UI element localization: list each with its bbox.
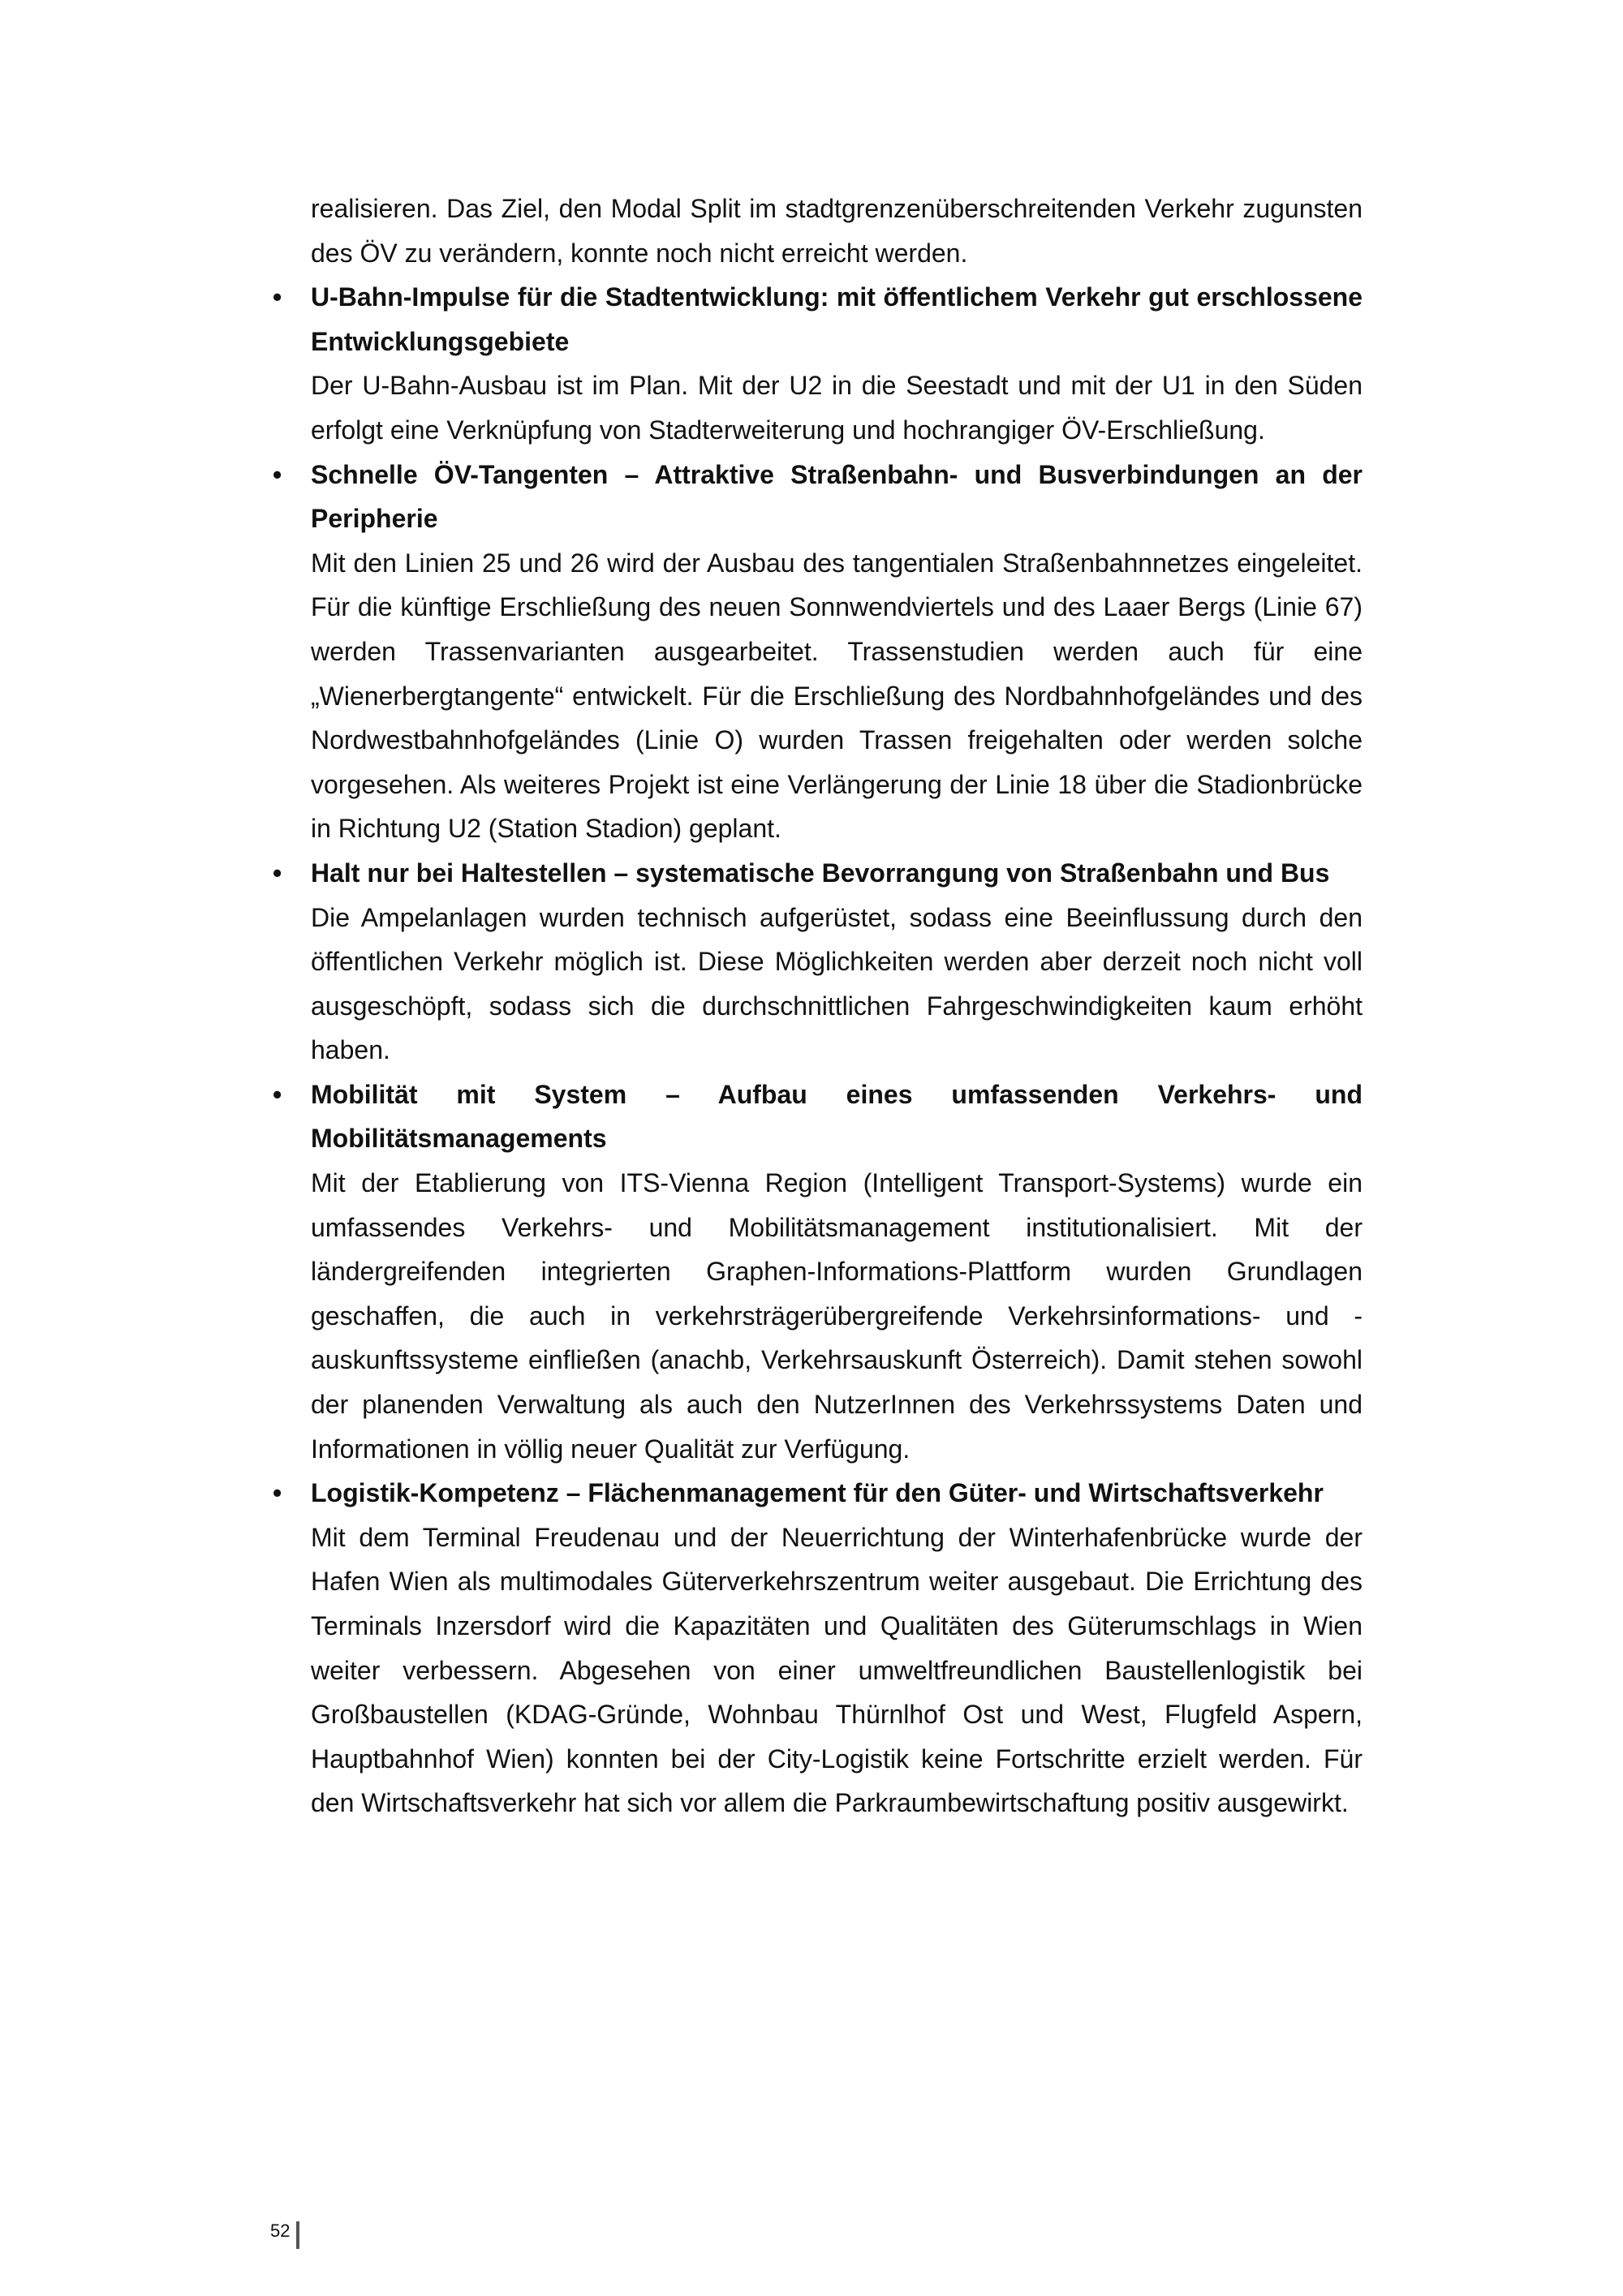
bullet-body: Mit der Etablierung von ITS-Vienna Region (Intelligent Transport-Systems) wurde ein umfassendes Verkehrs- und Mobilitätsmanagement institutionalisiert. Mit der ländergreifenden integrierten Graphen-Informations-Plattform wurden Grundlagen geschaffen, die auch in verkehrsträgerübergreifende Verkehrsinformations- und -auskunftssysteme einfließen (anachb, Verkehrsauskunft Österreich). Damit stehen sowohl der planenden Verwaltung als auch den NutzerInnen des Verkehrssystems Daten und Informationen in völlig neuer Qualität zur Verfügung. (311, 1168, 1363, 1464)
bullet-item-haltestellen (273, 851, 1363, 1073)
intro-paragraph: realisieren. Das Ziel, den Modal Split im stadtgrenzenüberschreitenden Verkehr zugunsten des ÖV zu verändern, konnte noch nicht erreicht werden. (311, 194, 1363, 268)
bullet-heading: Mobilität mit System – Aufbau eines umfassenden Verkehrs- und Mobilitätsmanagements (311, 1079, 1363, 1154)
bullet-item-u-bahn (273, 275, 1363, 452)
bullet-body: Die Ampelanlagen wurden technisch aufgerüstet, sodass eine Beeinflussung durch den öffentlichen Verkehr möglich ist. Diese Möglichkeiten werden aber derzeit noch nicht voll ausgeschöpft, sodass sich die durchschnittlichen Fahrgeschwindigkeiten kaum erhöht haben. (311, 902, 1363, 1065)
bullet-item-mobilitaet (273, 1073, 1363, 1471)
bullet-item-oev-tangenten (273, 453, 1363, 851)
bullet-icon: • (273, 282, 282, 312)
bullet-heading: Logistik-Kompetenz – Flächenmanagement für den Güter- und Wirtschaftsverkehr (311, 1478, 1324, 1508)
bullet-heading: U-Bahn-Impulse für die Stadtentwicklung: mit öffentlichem Verkehr gut erschlossene Entwicklungsgebiete (311, 282, 1363, 356)
bullet-body: Mit dem Terminal Freudenau und der Neuerrichtung der Winterhafenbrücke wurde der Hafen Wien als multimodales Güterverkehrszentrum weiter ausgebaut. Die Errichtung des Terminals Inzersdorf wird die Kapazitäten und Qualitäten des Güterumschlags in Wien weiter verbessern. Abgesehen von einer umweltfreundlichen Baustellenlogistik bei Großbaustellen (KDAG-Gründe, Wohnbau Thürnlhof Ost und West, Flugfeld Aspern, Hauptbahnhof Wien) konnten bei der City-Logistik keine Fortschritte erzielt werden. Für den Wirtschaftsverkehr hat sich vor allem die Parkraumbewirtschaftung positiv ausgewirkt. (311, 1522, 1363, 1818)
bullet-body: Mit den Linien 25 und 26 wird der Ausbau des tangentialen Straßenbahnnetzes eingeleitet. Für die künftige Erschließung des neuen Sonnwendviertels und des Laaer Bergs (Linie 67) werden Trassenvarianten ausgearbeitet. Trassenstudien werden auch für eine „Wienerbergtangente“ entwickelt. Für die Erschließung des Nordbahnhofgeländes und des Nordwestbahnhofgeländes (Linie O) wurden Trassen freigehalten oder werden solche vorgesehen. Als weiteres Projekt ist eine Verlängerung der Linie 18 über die Stadionbrücke in Richtung U2 (Station Stadion) geplant. (311, 548, 1363, 844)
bullet-icon: • (273, 459, 282, 489)
bullet-body: Der U-Bahn-Ausbau ist im Plan. Mit der U2 in die Seestadt und mit der U1 in den Süden erfolgt eine Verknüpfung von Stadterweiterung und hochrangiger ÖV-Erschließung. (311, 371, 1363, 445)
bullet-heading: Halt nur bei Haltestellen – systematische Bevorrangung von Straßenbahn und Bus (311, 858, 1330, 888)
page-content (273, 187, 1363, 1825)
page-number-divider (296, 2221, 299, 2249)
page-number: 52 (270, 2221, 291, 2241)
bullet-heading: Schnelle ÖV-Tangenten – Attraktive Straßenbahn- und Busverbindungen an der Peripherie (311, 459, 1363, 534)
bullet-icon: • (273, 1478, 282, 1508)
bullet-icon: • (273, 1079, 282, 1109)
bullet-icon: • (273, 858, 282, 888)
bullet-item-logistik (273, 1471, 1363, 1825)
